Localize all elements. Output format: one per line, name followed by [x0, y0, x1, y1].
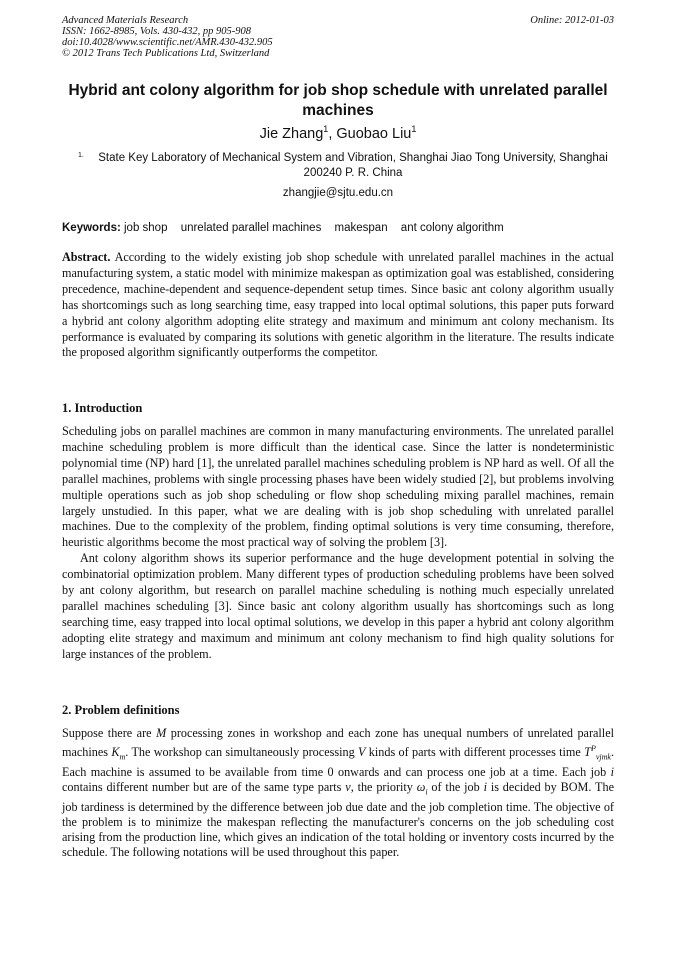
math-var: v [345, 780, 351, 795]
journal-header [62, 15, 614, 59]
math-var: ω [416, 780, 426, 795]
affiliation-mark: 1 [323, 124, 329, 134]
math-superscript: P [590, 744, 596, 754]
issn-line: ISSN: 1662-8985, Vols. 430-432, pp 905-908 [62, 26, 251, 37]
math-subscript: vjmk [595, 752, 611, 762]
math-var: i [483, 780, 487, 795]
doi-line: doi:10.4028/www.scientific.net/AMR.430-432.905 [62, 37, 273, 48]
problem-definitions-body [62, 726, 614, 861]
paragraph [62, 726, 614, 861]
online-date: Online: 2012-01-03 [530, 15, 614, 26]
keyword: unrelated parallel machines [180, 222, 322, 234]
math-var: K [111, 745, 120, 760]
introduction-body [62, 424, 614, 663]
text-run: Suppose there are [62, 726, 157, 740]
math-var: M [156, 726, 167, 740]
math-var: V [358, 745, 366, 760]
keyword: job shop [124, 222, 168, 234]
paragraph: Ant colony algorithm shows its superior performance and the huge development potential in solving the combinatorial optimization problem. Many different types of production scheduling problems have been solved by ant colony algorithm, but research on parallel machine scheduling is nothing much especially unrelated parallel machines scheduling [3]. Since basic ant colony algorithm usually has shortcomings such as long searching time, easy trapped into local optimal solutions, we develop in this paper a hybrid ant colony algorithm adopting elite strategy and maximum and minimum ant colony mechanism to find high quality solutions for large instances of the problem. [62, 551, 614, 661]
paragraph: Scheduling jobs on parallel machines are common in many manufacturing environments. The unrelated parallel machine scheduling problem is more difficult than the identical case. Since the latter is nondeterministic polynomial time (NP) hard [1], the unrelated parallel machines scheduling problem is NP hard as well. Of all the parallel machines, problems with single processing phases have been widely studied [2], but problems involving multiple operations such as job shop scheduling or flow shop scheduling mixing parallel machines, remain largely unstudied. In this paper, what we are dealing with is job shop scheduling with unrelated parallel machines. Due to the complexity of the problem, finding optimal solutions is very time consuming, therefore, heuristic algorithms become the most practical way of solving the problem [3]. [62, 424, 614, 550]
affiliation-mark: 1 [411, 124, 417, 134]
author-list [62, 124, 614, 142]
affiliation-text: State Key Laboratory of Mechanical System and Vibration, Shanghai Jiao Tong University, Shanghai 200240 P. R. China [98, 152, 608, 179]
text-run: . The workshop can simultaneously processing [125, 745, 358, 760]
section-heading-introduction: 1. Introduction [62, 401, 143, 415]
text-run: is decided by BOM. The job tardiness is determined by the difference between job due date and the job completion time. The objective of the problem is to minimize the makespan reflecting the manufacturer's concerns on the job scheduling cost arising from the production line, which gives an indication of the total holding or inventory costs incurred by the schedule. The following notations will be used throughout this paper. [62, 780, 614, 860]
abstract [62, 250, 614, 361]
author-name: Jie Zhang [259, 125, 324, 142]
author-email: zhangjie@sjtu.edu.cn [282, 187, 394, 199]
author-separator: , [328, 125, 337, 142]
paper-title: Hybrid ant colony algorithm for job shop schedule with unrelated parallel machines [68, 82, 608, 119]
text-run: processing zones in workshop and each zone has unequal numbers of unrelated parallel machines [62, 726, 614, 760]
affiliation [62, 151, 614, 181]
section-heading-problem-definitions: 2. Problem definitions [62, 703, 180, 717]
keywords-line [62, 222, 614, 234]
math-subscript: i [425, 787, 428, 797]
text-run: contains different number but are of the same type parts [62, 780, 346, 795]
text-run: . Each machine is assumed to be available from time 0 onwards and can process one job at a time. Each job [62, 745, 614, 779]
math-var: T [584, 745, 591, 760]
journal-name: Advanced Materials Research [62, 15, 189, 26]
text-run: , the priority [350, 780, 417, 795]
keyword: makespan [334, 222, 388, 234]
author-name: Guobao Liu [336, 125, 412, 142]
keywords-label: Keywords: [62, 222, 121, 234]
abstract-text: According to the widely existing job shop schedule with unrelated parallel machines in the actual manufacturing system, a static model with minimize makespan as optimization goal was established, considering precedence, machine-dependent and sequence-dependent setup times. Since basic ant colony algorithm usually has shortcomings such as long searching time, easy trapped into local optimal solutions, this paper puts forward a hybrid ant colony algorithm adopting elite strategy and maximum and minimum ant colony mechanism. Its performance is evaluated by comparing its solutions with genetic algorithm in the literature. The results indicate the proposed algorithm significantly outperforms the competitor. [62, 250, 614, 360]
text-run: kinds of parts with different processes time [365, 745, 585, 760]
affiliation-number: 1. [78, 152, 84, 159]
abstract-label: Abstract. [62, 250, 111, 264]
math-var: i [610, 764, 614, 779]
copyright-line: © 2012 Trans Tech Publications Ltd, Switzerland [62, 48, 270, 59]
text-run: of the job [427, 780, 484, 795]
keyword: ant colony algorithm [400, 222, 504, 234]
math-subscript: m [119, 752, 126, 762]
